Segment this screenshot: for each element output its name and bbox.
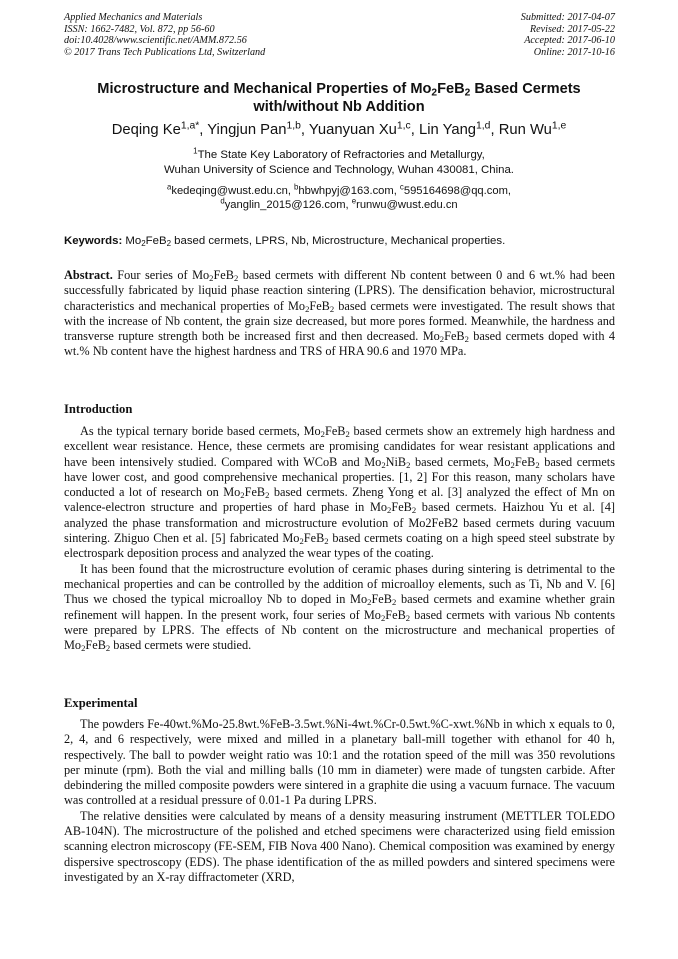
author-separator: , <box>490 122 499 138</box>
subscript: 2 <box>324 536 329 547</box>
keywords-text: Mo <box>122 235 142 247</box>
text: FeB <box>324 424 346 438</box>
subscript: 2 <box>367 597 372 608</box>
text: based cermets were studied. <box>110 638 252 653</box>
online-date: Online: 2017-10-16 <box>533 46 615 58</box>
author <box>499 122 567 138</box>
subscript: 2 <box>391 597 397 608</box>
abstract-text: FeB <box>213 268 234 282</box>
subscript: 2 <box>411 505 417 516</box>
text: based cermets. Zheng Yong et al. [3] analyzed the effect of Mn on valence-electron structure and properties of hard phase in Mo <box>64 485 615 515</box>
author-affiliation-mark: 1,e <box>551 120 567 132</box>
text: As the typical ternary boride based cermets, Mo <box>80 424 321 438</box>
abstract <box>64 268 615 360</box>
subscript: 2 <box>510 459 515 470</box>
abstract-label: Abstract. <box>64 268 113 282</box>
subscript: 2 <box>105 643 111 654</box>
author-name: Yuanyuan Xu <box>308 122 397 138</box>
experimental-body <box>64 717 615 885</box>
email-mark: a <box>166 182 172 192</box>
text: FeB <box>385 607 406 622</box>
subscript: 2 <box>464 334 469 345</box>
subscript: 2 <box>299 536 304 547</box>
copyright: © 2017 Trans Tech Publications Ltd, Switzerland <box>64 46 266 58</box>
subscript: 2 <box>381 459 386 470</box>
title-text: Microstructure and Mechanical Properties of Mo <box>97 81 432 97</box>
author-list <box>20 121 658 139</box>
author-affiliation-mark: 1,a* <box>180 120 200 132</box>
subscript: 2 <box>345 429 350 440</box>
subscript: 2 <box>406 459 411 470</box>
text: FeB <box>514 454 536 469</box>
title-line-2: with/without Nb Addition <box>253 99 425 115</box>
submitted-date: Submitted: 2017-04-07 <box>520 12 615 23</box>
text: based cermets coating on a high speed steel substrate by electrospark deposition process and analyzed the wear types of the coating. <box>64 531 615 561</box>
experimental-paragraph-1: The powders Fe-40wt.%Mo-25.8wt.%FeB-3.5wt.%Ni-4wt.%Cr-0.5wt.%C-xwt.%Nb in which x equals to 0, 2, 4, and 6 respectively, were mixed and milled in a planetary ball-mill together with ethanol for 40 h, respectively. The ball to powder weight ratio was 10:1 and the rotation speed of the mill was 350 revolutions per minute (rpm). Both the vial and milling balls (10 mm in diameter) were made of tungsten carbide. After debindering the milled composite powders were sintered in a graphite die using a vacuum furnace. The vacuum was controlled at a residual pressure of 0.01-1 Pa during LPRS. <box>64 717 615 808</box>
author-affiliation-mark: 1,b <box>286 120 301 132</box>
email-address[interactable]: runwu@wust.edu.cn <box>356 199 458 211</box>
abstract-text: based cermets doped with 4 wt.% Nb content have the highest hardness and TRS of HRA 90.6 and 1970 MPa. <box>64 329 616 359</box>
keywords-label: Keywords: <box>64 235 123 247</box>
author-name: Run Wu <box>498 122 552 138</box>
author-name: Deqing Ke <box>111 122 181 138</box>
paper-title <box>40 80 638 116</box>
title-subscript: 2 <box>464 87 471 99</box>
text: based cermets with various Nb contents were prepared by LPRS. The effects of Nb content on the microstructure and mechanical properties of Mo <box>64 607 616 653</box>
text: FeB <box>391 500 412 515</box>
author-separator: , <box>300 122 309 138</box>
introduction-body <box>64 424 615 653</box>
revised-date: Revised: 2017-05-22 <box>529 23 615 35</box>
text: based cermets. Haizhou Yu et al. [4] analyzed the phase transformation and microstructure evolution of Mo2FeB2 based cermets during vacuum sintering. Zhiguo Chen et al. [5] fabricated Mo <box>64 500 615 546</box>
subscript: 2 <box>380 612 386 623</box>
subscript: 2 <box>439 334 445 345</box>
author-affiliation-mark: 1,d <box>476 120 491 132</box>
author <box>112 122 208 138</box>
email-mark: b <box>294 182 299 192</box>
journal-name: Applied Mechanics and Materials <box>64 12 203 23</box>
text: FeB <box>85 638 106 653</box>
subscript: 2 <box>240 490 245 501</box>
subscript: 2 <box>320 429 325 440</box>
subscript: 2 <box>265 490 270 501</box>
accepted-date: Accepted: 2017-06-10 <box>524 35 615 47</box>
text: NiB <box>385 454 407 469</box>
text: based cermets and examine whether grain refinement will happen. In the present work, four series of Mo <box>64 592 615 622</box>
affiliation-line-2: Wuhan University of Science and Technology, Wuhan 430081, China. <box>164 164 514 176</box>
subscript: 2 <box>405 612 411 623</box>
text: FeB <box>244 485 266 500</box>
email-list <box>40 184 638 212</box>
affiliation <box>40 148 638 178</box>
abstract-text: based cermets with different Nb content between 0 and 6 wt.% had been successfully fabricated by liquid phase reaction sintering (LPRS). The densification behavior, microstructural characteristics and mechanical properties of Mo <box>64 268 615 313</box>
issn: ISSN: 1662-7482, Vol. 872, pp 56-60 <box>64 23 215 35</box>
subscript: 2 <box>535 459 540 470</box>
affiliation-mark: 1 <box>193 146 198 156</box>
doi: doi:10.4028/www.scientific.net/AMM.872.56 <box>64 35 247 47</box>
journal-info <box>64 12 265 58</box>
author-name: Lin Yang <box>418 122 477 138</box>
abstract-text: FeB <box>309 298 330 313</box>
author-name: Yingjun Pan <box>207 122 287 138</box>
subscript: 2 <box>81 643 86 654</box>
abstract-text: FeB <box>444 329 465 344</box>
subscript: 2 <box>305 303 310 314</box>
abstract-text: based cermets were investigated. The result shows that with the increase of Nb content, the grain size decreased, but more pores formed. Meanwhile, the hardness and transverse rupture strength both be increased first and then decreased. Mo <box>64 298 615 344</box>
author <box>419 122 499 138</box>
history-dates <box>521 12 615 58</box>
subscript: 2 <box>329 303 335 314</box>
email-address[interactable]: yanglin_2015@126.com, <box>224 199 352 211</box>
subscript: 2 <box>387 505 392 516</box>
author <box>309 122 419 138</box>
text: based cermets, Mo <box>410 454 511 469</box>
text: It has been found that the microstructure evolution of ceramic phases during sintering is detrimental to the mechanical properties and can be controlled by the addition of microalloy elements, such as Ti, Nb and V. [6] Thus we chosed the typical microalloy Nb to doped in Mo <box>64 561 615 607</box>
experimental-paragraph-2: The relative densities were calculated by means of a density measuring instrument (METTLER TOLEDO AB-104N). The microstructure of the polished and etched specimens were characterized using field emission scanning electron microscopy (FE-SEM, FIB Nova 400 Nano). Chemical composition was examined by energy dispersive spectroscopy (EDS). The phase identification of the as milled powders and sintered specimens were investigated by an X-ray diffractometer (XRD, <box>64 808 615 884</box>
author-affiliation-mark: 1,c <box>396 120 411 132</box>
introduction-paragraph-2 <box>64 562 615 654</box>
email-address[interactable]: kedeqing@wust.edu.cn, <box>171 185 295 197</box>
experimental-heading: Experimental <box>64 696 138 710</box>
text: based cermets have lower cost, and good comprehensive mechanical properties. [1, 2] For this reason, many scholars have conducted a lot of research on Mo <box>64 454 615 500</box>
introduction-paragraph-1 <box>64 424 615 562</box>
title-subscript: 2 <box>431 87 438 99</box>
affiliation-line-1: The State Key Laboratory of Refractories and Metallurgy, <box>197 149 485 161</box>
author-separator: , <box>199 122 208 138</box>
keywords <box>64 234 624 249</box>
subscript: 2 <box>209 273 214 284</box>
subscript: 2 <box>233 273 239 284</box>
keywords-subscript: 2 <box>141 238 146 248</box>
email-mark: e <box>351 196 357 206</box>
abstract-text: Four series of Mo <box>112 268 210 282</box>
email-address[interactable]: 595164698@qq.com, <box>403 185 511 197</box>
text: FeB <box>371 592 392 607</box>
text: FeB <box>303 531 325 546</box>
title-text: Based Cermets <box>470 81 581 97</box>
keywords-text: based cermets, LPRS, Nb, Microstructure, Mechanical properties. <box>171 235 506 247</box>
introduction-heading: Introduction <box>64 402 133 416</box>
author-separator: , <box>410 122 419 138</box>
text: based cermets show an extremely high hardness and excellent wear resistance. Hence, these cermets are promising candidates for wear resistant applications and have been intensively studied. Compared with WCoB and Mo <box>64 424 615 469</box>
email-mark: d <box>220 196 225 206</box>
author <box>207 122 309 138</box>
email-address[interactable]: hbwhpyj@163.com, <box>298 185 400 197</box>
keywords-text: FeB <box>145 235 167 247</box>
email-mark: c <box>399 182 404 192</box>
title-text: FeB <box>437 81 465 97</box>
keywords-subscript: 2 <box>166 238 171 248</box>
